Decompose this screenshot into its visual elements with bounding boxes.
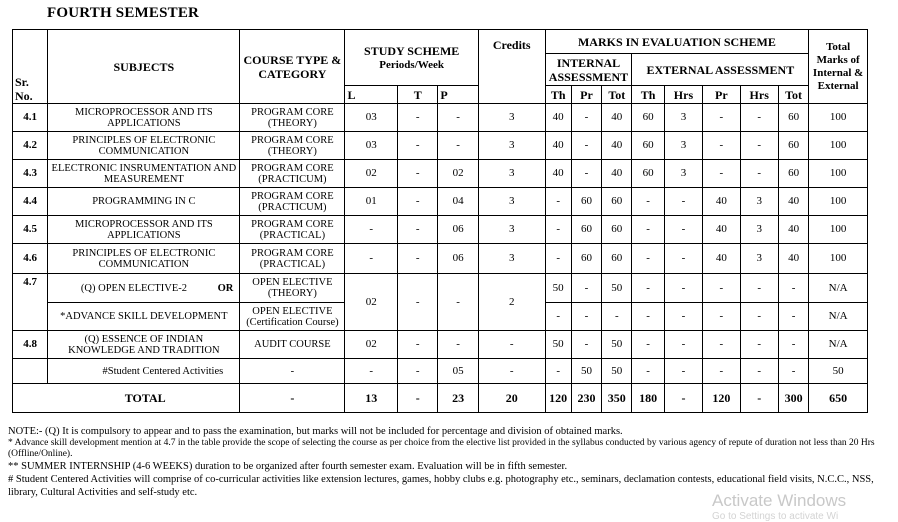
header-marks-eval: MARKS IN EVALUATION SCHEME: [545, 30, 809, 54]
internal-th: 40: [545, 160, 571, 188]
internal-pr: -: [571, 303, 601, 331]
study-scheme-label: STUDY SCHEME: [364, 43, 460, 58]
internal-th: -: [545, 359, 571, 384]
practical: 02: [438, 160, 478, 188]
activate-windows-watermark: Activate Windows: [712, 491, 847, 510]
credits: 2: [478, 274, 545, 331]
external-hrs: -: [664, 384, 702, 413]
course-category: PROGRAM CORE (THEORY): [240, 104, 345, 132]
external-hrs2: 3: [740, 188, 778, 216]
tutorial: -: [398, 104, 438, 132]
subject-name: MICROPROCESSOR AND ITS APPLICATIONS: [48, 216, 240, 244]
external-pr: 120: [703, 384, 740, 413]
tutorial: -: [398, 188, 438, 216]
external-hrs: -: [664, 274, 702, 303]
credits: 3: [478, 132, 545, 160]
internal-tot: 350: [602, 384, 632, 413]
internal-tot: 50: [602, 359, 632, 384]
external-hrs2: -: [740, 359, 778, 384]
or-label: OR: [217, 282, 234, 294]
external-tot: 60: [778, 132, 808, 160]
internal-th: -: [545, 188, 571, 216]
external-tot: 300: [778, 384, 808, 413]
external-hrs: -: [664, 359, 702, 384]
external-th: -: [632, 359, 664, 384]
header-credits: Credits: [478, 30, 545, 104]
credits: -: [478, 331, 545, 359]
table-row: [13, 132, 868, 160]
table-row: [13, 331, 868, 359]
external-hrs2: -: [740, 384, 778, 413]
internal-pr: 60: [571, 244, 601, 274]
internal-th: 120: [545, 384, 571, 413]
course-category: PROGRAM CORE (PRACTICUM): [240, 160, 345, 188]
subject-name: MICROPROCESSOR AND ITS APPLICATIONS: [48, 104, 240, 132]
header-ex-th: Th: [632, 86, 664, 104]
lecture: -: [345, 359, 398, 384]
practical: -: [438, 104, 478, 132]
subject-name: ELECTRONIC INSRUMENTATION AND MEASUREMENT: [48, 160, 240, 188]
header-in-th: Th: [545, 86, 571, 104]
subject-name: [48, 274, 240, 303]
header-subjects: SUBJECTS: [48, 30, 240, 104]
subject-name: #Student Centered Activities: [48, 359, 240, 384]
external-pr: -: [703, 274, 740, 303]
internal-tot: 60: [602, 216, 632, 244]
header-study-scheme: [345, 30, 478, 86]
tutorial: -: [398, 216, 438, 244]
internal-th: 40: [545, 104, 571, 132]
practical: 06: [438, 216, 478, 244]
internal-pr: -: [571, 132, 601, 160]
course-category: OPEN ELECTIVE (Certification Course): [240, 303, 345, 331]
header-sr: Sr. No.: [13, 30, 48, 104]
external-hrs2: -: [740, 104, 778, 132]
tutorial: -: [398, 244, 438, 274]
tutorial: -: [398, 274, 438, 331]
external-hrs2: 3: [740, 216, 778, 244]
note-advance-skill: * Advance skill development mention at 4.7 in the table provide the scope of selecting the course as per choice from the elective list provided in the syllabus conducted by various agency of repute of duration not less than 20 Hrs (Offline/Online).: [8, 438, 875, 459]
external-tot: 40: [778, 244, 808, 274]
external-pr: -: [703, 359, 740, 384]
external-pr: -: [703, 104, 740, 132]
sr-no: 4.1: [13, 104, 48, 132]
tutorial: -: [398, 384, 438, 413]
practical: -: [438, 274, 478, 331]
external-hrs: -: [664, 188, 702, 216]
internal-tot: 40: [602, 160, 632, 188]
table-row: [13, 359, 868, 384]
lecture: -: [345, 244, 398, 274]
internal-pr: -: [571, 331, 601, 359]
external-tot: 60: [778, 160, 808, 188]
lecture: -: [345, 216, 398, 244]
tutorial: -: [398, 132, 438, 160]
total-marks: 100: [809, 216, 868, 244]
scheme-table: [12, 29, 868, 413]
external-tot: -: [778, 303, 808, 331]
external-hrs: -: [664, 331, 702, 359]
internal-pr: 60: [571, 216, 601, 244]
total-marks: 100: [809, 244, 868, 274]
sr-no: 4.7: [13, 274, 48, 331]
sr-no: 4.4: [13, 188, 48, 216]
table-row: [13, 216, 868, 244]
lecture: 02: [345, 331, 398, 359]
external-th: 60: [632, 104, 664, 132]
external-pr: -: [703, 160, 740, 188]
credits: 20: [478, 384, 545, 413]
practical: 06: [438, 244, 478, 274]
subject-name: (Q) ESSENCE OF INDIAN KNOWLEDGE AND TRADITION: [48, 331, 240, 359]
total-label: TOTAL: [13, 384, 240, 413]
practical: 04: [438, 188, 478, 216]
course-category: PROGRAM CORE (PRACTICUM): [240, 188, 345, 216]
credits: 3: [478, 244, 545, 274]
internal-pr: 50: [571, 359, 601, 384]
course-category: PROGRAM CORE (THEORY): [240, 132, 345, 160]
internal-pr: 60: [571, 188, 601, 216]
internal-th: -: [545, 244, 571, 274]
total-marks: 50: [809, 359, 868, 384]
course-category: OPEN ELECTIVE (THEORY): [240, 274, 345, 303]
external-th: 60: [632, 132, 664, 160]
internal-pr: -: [571, 160, 601, 188]
external-tot: -: [778, 331, 808, 359]
external-hrs: 3: [664, 104, 702, 132]
total-marks: 650: [809, 384, 868, 413]
sr-no: 4.8: [13, 331, 48, 359]
internal-tot: 40: [602, 132, 632, 160]
internal-th: -: [545, 303, 571, 331]
external-pr: 40: [703, 244, 740, 274]
internal-pr: -: [571, 274, 601, 303]
total-marks: 100: [809, 188, 868, 216]
practical: 05: [438, 359, 478, 384]
sr-no: 4.5: [13, 216, 48, 244]
external-hrs2: -: [740, 331, 778, 359]
sr-no: 4.3: [13, 160, 48, 188]
practical: 23: [438, 384, 478, 413]
external-th: 60: [632, 160, 664, 188]
external-hrs: -: [664, 244, 702, 274]
external-hrs: 3: [664, 160, 702, 188]
external-tot: 40: [778, 216, 808, 244]
subject-name: *ADVANCE SKILL DEVELOPMENT: [48, 303, 240, 331]
semester-title: FOURTH SEMESTER: [47, 5, 200, 21]
external-pr: -: [703, 132, 740, 160]
external-pr: -: [703, 331, 740, 359]
periods-label: Periods/Week: [379, 58, 445, 71]
external-pr: 40: [703, 216, 740, 244]
header-internal: INTERNAL ASSESSMENT: [545, 54, 632, 86]
external-hrs: -: [664, 216, 702, 244]
lecture: 03: [345, 104, 398, 132]
total-marks: N/A: [809, 331, 868, 359]
credits: -: [478, 359, 545, 384]
external-tot: 60: [778, 104, 808, 132]
subject-name: PRINCIPLES OF ELECTRONIC COMMUNICATION: [48, 244, 240, 274]
external-hrs2: -: [740, 132, 778, 160]
internal-tot: 60: [602, 244, 632, 274]
total-marks: 100: [809, 132, 868, 160]
external-th: -: [632, 303, 664, 331]
external-tot: -: [778, 359, 808, 384]
credits: 3: [478, 216, 545, 244]
header-t: T: [398, 86, 438, 104]
external-hrs: 3: [664, 132, 702, 160]
external-th: 180: [632, 384, 664, 413]
external-th: -: [632, 274, 664, 303]
internal-pr: 230: [571, 384, 601, 413]
sr-no: [13, 359, 48, 384]
subject-name: PROGRAMMING IN C: [48, 188, 240, 216]
header-in-pr: Pr: [571, 86, 601, 104]
header-p: P: [438, 86, 478, 104]
header-ex-hrs: Hrs: [664, 86, 702, 104]
credits: 3: [478, 104, 545, 132]
course-category: -: [240, 359, 345, 384]
internal-tot: 50: [602, 331, 632, 359]
course-category: -: [240, 384, 345, 413]
note-compulsory: NOTE:- (Q) It is compulsory to appear and to pass the examination, but marks will not be included for percentage and division of obtained marks.: [8, 426, 623, 437]
subject-name: PRINCIPLES OF ELECTRONIC COMMUNICATION: [48, 132, 240, 160]
total-marks: N/A: [809, 274, 868, 303]
lecture: 13: [345, 384, 398, 413]
credits: 3: [478, 160, 545, 188]
internal-th: -: [545, 216, 571, 244]
sr-no: 4.6: [13, 244, 48, 274]
external-hrs2: -: [740, 160, 778, 188]
course-category: PROGRAM CORE (PRACTICAL): [240, 244, 345, 274]
header-l: L: [345, 86, 398, 104]
table-row: [13, 244, 868, 274]
internal-th: 40: [545, 132, 571, 160]
table-row: [13, 274, 868, 303]
header-ex-pr: Pr: [703, 86, 740, 104]
notes-section: [8, 425, 890, 499]
lecture: 01: [345, 188, 398, 216]
credits: 3: [478, 188, 545, 216]
external-tot: 40: [778, 188, 808, 216]
internal-th: 50: [545, 274, 571, 303]
external-hrs: -: [664, 303, 702, 331]
table-row: [13, 160, 868, 188]
external-tot: -: [778, 274, 808, 303]
internal-pr: -: [571, 104, 601, 132]
open-elective-name: (Q) OPEN ELECTIVE-2: [80, 282, 188, 294]
total-marks: 100: [809, 160, 868, 188]
table-row: [13, 188, 868, 216]
total-row: [13, 384, 868, 413]
external-th: -: [632, 244, 664, 274]
internal-tot: 40: [602, 104, 632, 132]
total-marks: 100: [809, 104, 868, 132]
internal-tot: -: [602, 303, 632, 331]
external-th: -: [632, 331, 664, 359]
external-hrs2: 3: [740, 244, 778, 274]
external-pr: -: [703, 303, 740, 331]
internal-tot: 60: [602, 188, 632, 216]
practical: -: [438, 132, 478, 160]
internal-th: 50: [545, 331, 571, 359]
external-th: -: [632, 216, 664, 244]
activate-windows-subtext: Go to Settings to activate Wi: [712, 511, 839, 522]
header-total-marks: Total Marks of Internal & External: [809, 30, 868, 104]
lecture: 02: [345, 274, 398, 331]
tutorial: -: [398, 359, 438, 384]
external-th: -: [632, 188, 664, 216]
header-in-tot: Tot: [602, 86, 632, 104]
total-marks: N/A: [809, 303, 868, 331]
header-ex-tot: Tot: [778, 86, 808, 104]
header-ex-hrs2: Hrs: [740, 86, 778, 104]
header-external: EXTERNAL ASSESSMENT: [632, 54, 809, 86]
tutorial: -: [398, 160, 438, 188]
note-internship: ** SUMMER INTERNSHIP (4-6 WEEKS) duration to be organized after fourth semester exam. Evaluation will be in fifth semester.: [8, 461, 568, 472]
lecture: 02: [345, 160, 398, 188]
external-hrs2: -: [740, 303, 778, 331]
course-category: AUDIT COURSE: [240, 331, 345, 359]
internal-tot: 50: [602, 274, 632, 303]
header-course-type: COURSE TYPE & CATEGORY: [240, 30, 345, 104]
external-pr: 40: [703, 188, 740, 216]
sr-no: 4.2: [13, 132, 48, 160]
course-category: PROGRAM CORE (PRACTICAL): [240, 216, 345, 244]
table-row: [13, 104, 868, 132]
note-student-activities: # Student Centered Activities will comprise of co-curricular activities like extension lectures, games, hobby clubs e.g. photography etc., seminars, declamation contests, educational field visits, N.C.C., NSS, library, Cultural Activities and self-study etc.: [8, 474, 874, 498]
tutorial: -: [398, 331, 438, 359]
external-hrs2: -: [740, 274, 778, 303]
lecture: 03: [345, 132, 398, 160]
practical: -: [438, 331, 478, 359]
